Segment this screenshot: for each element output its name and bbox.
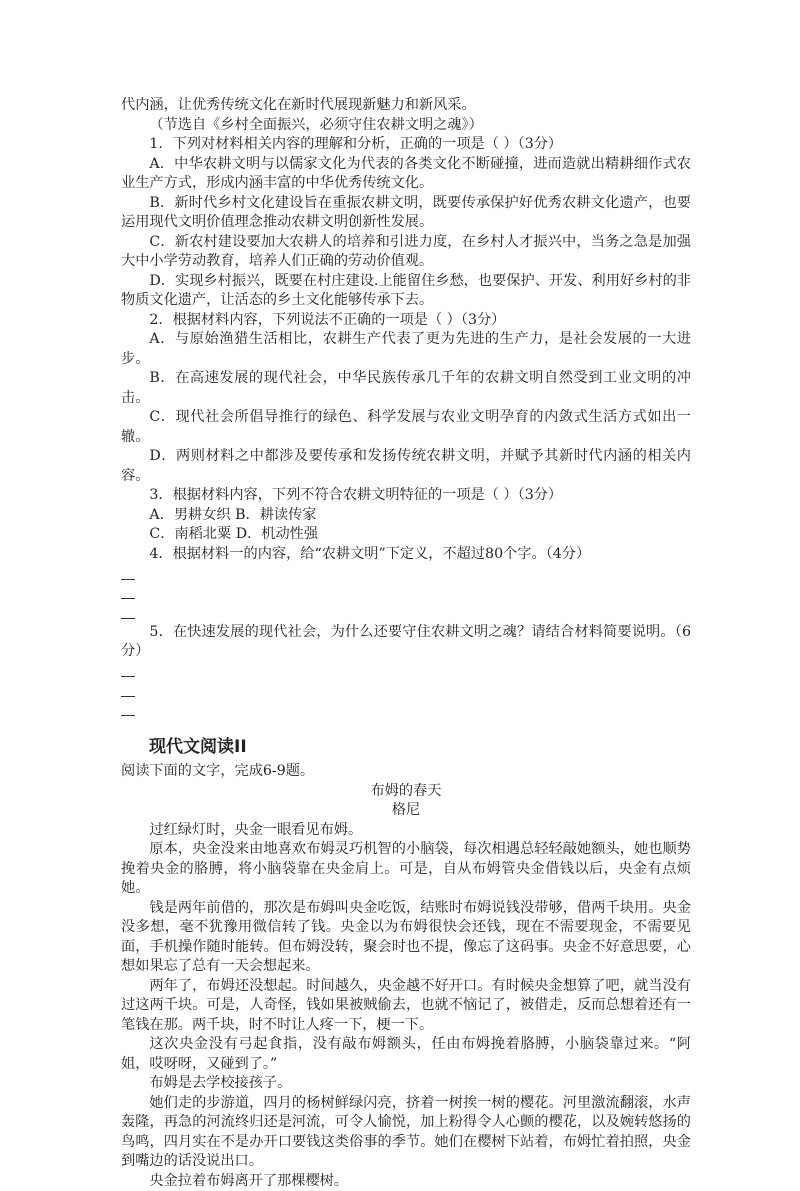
story-paragraph: 原本，央金没来由地喜欢布姆灵巧机智的小脑袋，每次相遇总轻轻敲她额头，她也顺势挽着央金的胳膊，将小脑袋靠在央金肩上。可是，自从布姆管央金借钱以后，央金有点烦她。 (121, 840, 691, 899)
answer-line[interactable] (121, 584, 691, 604)
story-paragraph: 她们走的步游道，四月的杨树鲜绿闪亮，挤着一树挨一树的樱花。河里激流翻滚，水声轰隆，再急的河流终归还是河流，可令人愉悦，加上粉得令人心颤的樱花，以及婉转悠扬的鸟鸣，四月实在不是办开口要钱这类俗事的季节。她们在樱树下站着，布姆忙着拍照，央金到嘴边的话没说出口。 (121, 1094, 691, 1172)
question-4: 4．根据材料一的内容，给“农耕文明”下定义，不超过80个字。（4分） (121, 545, 691, 565)
question-1-option-a: A．中华农耕文明与以儒家文化为代表的各类文化不断碰撞，进而造就出精耕细作式农业生产方式，形成内涵丰富的中华优秀传统文化。 (121, 155, 691, 194)
question-3: 3．根据材料内容，下列不符合农耕文明特征的一项是（ ）（3分） (121, 486, 691, 506)
question-1-option-d: D．实现乡村振兴，既要在村庄建设.上能留住乡愁，也要保护、开发、利用好乡村的非物质文化遗产，让活态的乡土文化能够传承下去。 (121, 272, 691, 311)
answer-line[interactable] (121, 662, 691, 682)
story-paragraph: 这次央金没有弓起食指，没有敲布姆额头，任由布姆挽着胳膊，小脑袋靠过来。“阿姐，哎呀呀，又碰到了。” (121, 1035, 691, 1074)
story-author: 格尼 (121, 801, 691, 821)
question-5: 5．在快速发展的现代社会，为什么还要守住农耕文明之魂？请结合材料简要说明。（6分） (121, 623, 691, 662)
answer-line[interactable] (121, 701, 691, 721)
spacer (121, 720, 691, 736)
section-title: 现代文阅读II (149, 736, 691, 758)
text-line: 代内涵，让优秀传统文化在新时代展现新魅力和新风采。 (121, 96, 691, 116)
question-1-option-c: C．新农村建设要加大农耕人的培养和引进力度，在乡村人才振兴中，当务之急是加强大中小学劳动教育，培养人们正确的劳动价值观。 (121, 233, 691, 272)
story-paragraph: 钱是两年前借的，那次是布姆叫央金吃饭，结账时布姆说钱没带够，借两千块用。央金没多想，毫不犹豫用微信转了钱。央金以为布姆很快会还钱，现在不需要现金，不需要见面，手机操作随时能转。但布姆没转，聚会时也不提，像忘了这码事。央金不好意思要，心想如果忘了总有一天会想起来。 (121, 899, 691, 977)
section-instruction: 阅读下面的文字，完成6-9题。 (121, 762, 691, 782)
question-3-options-cd: C．南稻北粟 D．机动性强 (121, 525, 691, 545)
question-3-options-ab: A．男耕女织 B．耕读传家 (121, 506, 691, 526)
source-citation: （节选自《乡村全面振兴，必须守住农耕文明之魂》） (121, 116, 691, 136)
story-paragraph: 布姆是去学校接孩子。 (121, 1074, 691, 1094)
answer-line[interactable] (121, 564, 691, 584)
story-paragraph: 央金拉着布姆离开了那棵樱树。 (121, 1172, 691, 1191)
story-title: 布姆的春天 (121, 782, 691, 802)
question-2-option-c: C．现代社会所倡导推行的绿色、科学发展与农业文明孕育的内敛式生活方式如出一辙。 (121, 408, 691, 447)
question-2-option-a: A．与原始渔猎生活相比，农耕生产代表了更为先进的生产力，是社会发展的一大进步。 (121, 330, 691, 369)
question-2-option-d: D．两则材料之中都涉及要传承和发扬传统农耕文明，并赋予其新时代内涵的相关内容。 (121, 447, 691, 486)
answer-line[interactable] (121, 603, 691, 623)
question-1-option-b: B．新时代乡村文化建设旨在重振农耕文明，既要传承保护好优秀农耕文化遗产，也要运用现代文明价值理念推动农耕文明创新性发展。 (121, 194, 691, 233)
question-2: 2．根据材料内容，下列说法不正确的一项是（ ）（3分） (121, 311, 691, 331)
document-body (121, 96, 691, 1191)
question-2-option-b: B．在高速发展的现代社会，中华民族传承几千年的农耕文明自然受到工业文明的冲击。 (121, 369, 691, 408)
answer-line[interactable] (121, 681, 691, 701)
question-1: 1．下列对材料相关内容的理解和分析，正确的一项是（ ）（3分） (121, 135, 691, 155)
story-paragraph: 两年了，布姆还没想起。时间越久，央金越不好开口。有时候央金想算了吧，就当没有过这两千块。可是，人奇怪，钱如果被贼偷去，也就不恼记了，被借走，反而总想着还有一笔钱在那。两千块，时不时让人疼一下，梗一下。 (121, 977, 691, 1036)
story-paragraph: 过红绿灯时，央金一眼看见布姆。 (121, 821, 691, 841)
